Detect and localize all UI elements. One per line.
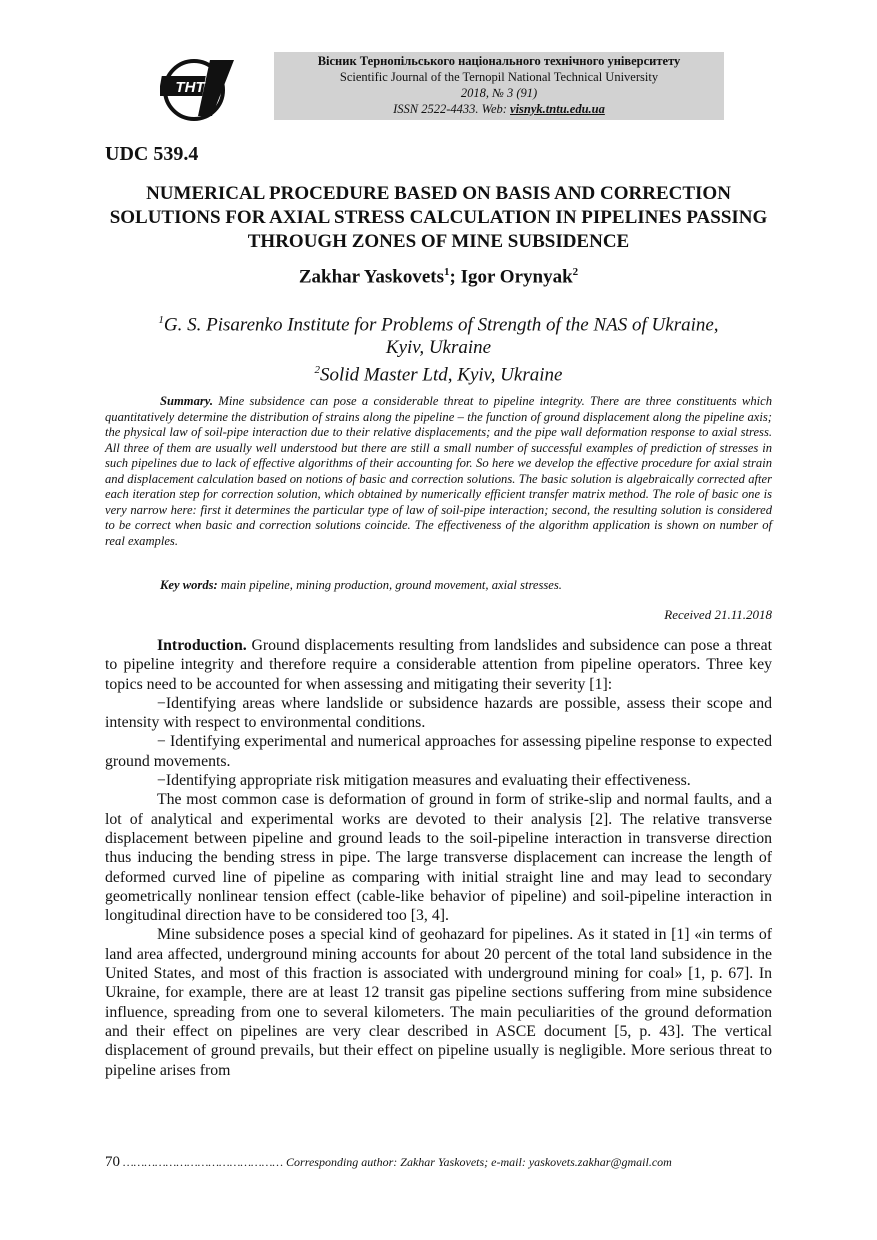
abstract-label: Summary. (160, 394, 214, 408)
list-item-3: −Identifying appropriate risk mitigation measures and evaluating their effectiveness. (157, 772, 691, 790)
logo-text: ТНТ (175, 79, 205, 96)
list-item-2: − Identifying experimental and numerical approaches for assessing pipeline response to expected ground movements. (105, 733, 772, 770)
udc-code: UDC 539.4 (105, 143, 199, 165)
paper-title: NUMERICAL PROCEDURE BASED ON BASIS AND CORRECTION SOLUTIONS FOR AXIAL STRESS CALCULATION IN PIPELINES PASSING THROUGH ZONES OF MINE SUBSIDENCE (109, 183, 768, 252)
paragraph-3: Mine subsidence poses a special kind of geohazard for pipelines. As it stated in [1] «in terms of land area affected, underground mining accounts for about 20 percent of the total land subsidence in the United States, and most of this fraction is associated with underground mining for coal» [1, p. 67]. In Ukraine, for example, there are at least 12 transit gas pipeline sections suffering from mine subsidence influence, spreading from one to several kilometers. The main peculiarities of the ground deformation and their effect on pipelines are very clear described in ASCE document [5, p. 43]. The vertical displacement of ground prevails, but their effect on pipeline usually is negligible. More serious threat to pipeline arises from (105, 926, 772, 1079)
issn-text: ISSN 2522-4433. Web: (393, 102, 511, 116)
list-item-1: −Identifying areas where landslide or subsidence hazards are possible, assess their scope and intensity with respect to environmental conditions. (105, 694, 772, 732)
authors (105, 266, 772, 288)
corresponding-author-note: ……………………………………… Corresponding author: Zakhar Yaskovets; e-mail: yaskovets.zakhar@gmail.com (120, 1155, 672, 1169)
journal-web-link[interactable]: visnyk.tntu.edu.ua (510, 102, 605, 116)
intro-heading: Introduction. (157, 637, 247, 654)
affil-2-sup: 2 (314, 364, 321, 377)
affiliation-1-city: Kyiv, Ukraine (385, 337, 492, 359)
page-footer (105, 1154, 672, 1171)
abstract-text: Mine subsidence can pose a considerable threat to pipeline integrity. There are three constituents which quantitatively determine the distribution of strains along the pipeline – the function of ground displacement along the pipeline axis; the physical law of soil-pipe interaction due to their relative displacements; and the pipe wall deformation response to axial stress. All three of them are usually well understood but there are still a small number of successful examples of prediction of stresses in such pipelines due to lack of effective algorithms of their accounting for. So here we develop the effective procedure for axial strain and displacement calculation based on notions of basic and correction solutions. The basic solution is algebraically corrected after each iteration step for correction solution, which obtained by numerically efficient transfer matrix method. The role of basic one is very narrow here: first it determines the particular type of law of soil-pipe interaction; second, the resulting solution is considered to be correct when basic and correction solutions coincide. The effectiveness of the algorithm application is shown on number of real examples. (105, 394, 772, 548)
author-1: Zakhar Yaskovets (298, 266, 444, 288)
intro-text: Ground displacements resulting from landslides and subsidence can pose a threat to pipeline integrity and therefore require a considerable attention from pipeline operators. Three key topics need to be accounted for when assessing and mitigating their severity [1]: (105, 637, 772, 693)
keywords-label: Key words: (160, 578, 218, 592)
journal-name-en: Scientific Journal of the Ternopil National Technical University (339, 70, 659, 84)
paragraph-intro (105, 636, 772, 694)
affil-1-sup: 1 (158, 314, 164, 326)
university-logo (160, 52, 238, 122)
received-date: Received 21.11.2018 (664, 607, 772, 622)
page-number: 70 (105, 1154, 120, 1170)
journal-issn (274, 101, 724, 117)
body-text (105, 636, 772, 1080)
affiliation-2: Solid Master Ltd, Kyiv, Ukraine (320, 364, 563, 386)
author-1-sup: 1 (444, 266, 450, 278)
affiliations (105, 309, 772, 387)
author-2-sup: 2 (572, 266, 579, 278)
journal-header (274, 52, 724, 120)
keywords (160, 578, 562, 593)
affiliation-1: G. S. Pisarenko Institute for Problems of Strength of the NAS of Ukraine, (163, 314, 719, 336)
journal-name-ua: Вісник Тернопільського національного технічного університету (317, 54, 681, 68)
keywords-text: main pipeline, mining production, ground movement, axial stresses. (217, 578, 562, 592)
abstract (105, 394, 772, 549)
author-separator: ; (449, 266, 461, 288)
author-2: Igor Orynyak (460, 266, 573, 288)
paragraph-2: The most common case is deformation of ground in form of strike-slip and normal faults, and a lot of analytical and experimental works are devoted to their analysis [2]. The relative transverse displacement between pipeline and ground leads to the soil-pipeline interaction in transverse direction thus inducing the bending stress in pipe. The large transverse displacement can increase the length of deformed curved line of pipeline as comparing with initial straight line and may lead to secondary geometrically nonlinear tension effect (cable-like behavior of pipeline) and soil-pipeline interaction in longitudinal direction have to be considered too [3, 4]. (105, 791, 772, 925)
journal-issue: 2018, № 3 (91) (460, 86, 538, 100)
